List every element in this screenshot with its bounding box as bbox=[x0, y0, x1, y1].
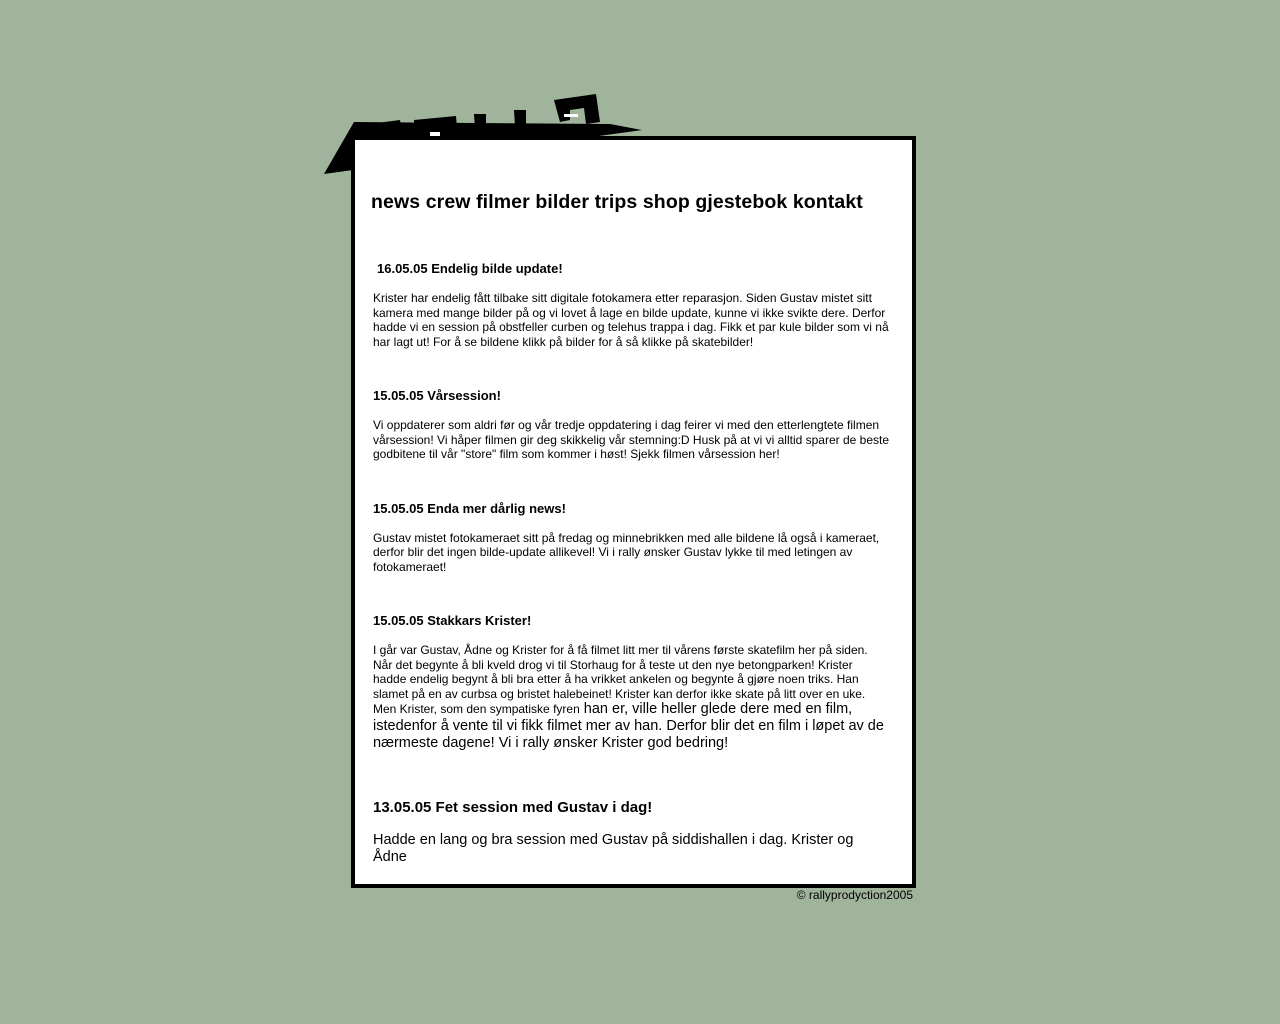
news-body: Gustav mistet fotokameraet sitt på fredag og minnebrikken med alle bildene lå også i kameraet, derfor blir det ingen bilde-update allikevel! Vi i rally ønsker Gustav lykke til med letingen av fotokameraet! bbox=[373, 530, 880, 574]
main-nav bbox=[371, 191, 863, 214]
news-body: Krister har endelig fått tilbake sitt digitale fotokamera etter reparasjon. Siden Gustav mistet sitt kamera med mange bilder på og vi lovet å lage en bilde update, kunne vi ikke svikte dere. Derfor hadde vi en session på obstfeller curben og telehus trappa i dag. Fikk et par kule bilder som vi nå har lagt ut! For å se bildene klikk på bilder for å så klikke på skatebilder! bbox=[373, 291, 889, 349]
news-entry bbox=[373, 387, 889, 462]
news-title: 15.05.05 Enda mer dårlig news! bbox=[373, 500, 566, 516]
nav-kontakt[interactable]: kontakt bbox=[792, 191, 863, 213]
nav-gjestebok[interactable]: gjestebok bbox=[695, 191, 788, 213]
nav-crew[interactable]: crew bbox=[425, 191, 471, 213]
nav-shop[interactable]: shop bbox=[642, 191, 690, 213]
copyright: © rallyprodyction2005 bbox=[796, 888, 913, 902]
news-title: 16.05.05 Endelig bilde update! bbox=[377, 261, 563, 276]
nav-bilder[interactable]: bilder bbox=[535, 191, 590, 213]
content-frame bbox=[351, 136, 916, 888]
news-body: Vi oppdaterer som aldri før og vår tredje oppdatering i dag feirer vi med den etterlengtete filmen vårsession! Vi håper filmen gir deg skikkelig vår stemning:D Husk på at vi vi alltid sparer de beste godbitene til vår "store" film som kommer i høst! Sjekk filmen vårsession her! bbox=[373, 418, 890, 461]
news-body-small: I går var Gustav, Ådne og Krister for å få filmet litt mer til vårens første skatefilm her på siden. Når det begynte å bli kveld drog vi til Storhaug for å teste ut den nye betongparken! Krister hadde endelig begynt å bli bra etter å ha vrikket ankelen og begynte å gjøre noen triks. Han slamet på en av curbsa og bristet halebeinet! Krister kan derfor ikke skate på litt over en uke. Men Krister, som den sympatiske fyren bbox=[373, 643, 868, 716]
nav-trips[interactable]: trips bbox=[594, 191, 638, 213]
news-list bbox=[373, 260, 889, 866]
news-title: 15.05.05 Stakkars Krister! bbox=[373, 613, 532, 628]
news-body bbox=[373, 643, 889, 752]
news-body: Hadde en lang og bra session med Gustav på siddishallen i dag. Krister og Ådne bbox=[373, 832, 854, 865]
news-entry bbox=[373, 612, 889, 752]
news-entry bbox=[373, 798, 889, 866]
news-entry bbox=[373, 500, 889, 575]
nav-news[interactable]: news bbox=[371, 191, 421, 213]
news-entry bbox=[373, 260, 889, 349]
nav-filmer[interactable]: filmer bbox=[476, 191, 530, 213]
news-body-large: han er, ville heller glede dere med en film, istedenfor å vente til vi fikk filmet mer av han. Derfor blir det en film i løpet av de nærmeste dagene! Vi i rally ønsker Krister god bedring! bbox=[373, 701, 884, 751]
news-title: 13.05.05 Fet session med Gustav i dag! bbox=[373, 799, 653, 816]
news-title: 15.05.05 Vårsession! bbox=[373, 388, 501, 403]
